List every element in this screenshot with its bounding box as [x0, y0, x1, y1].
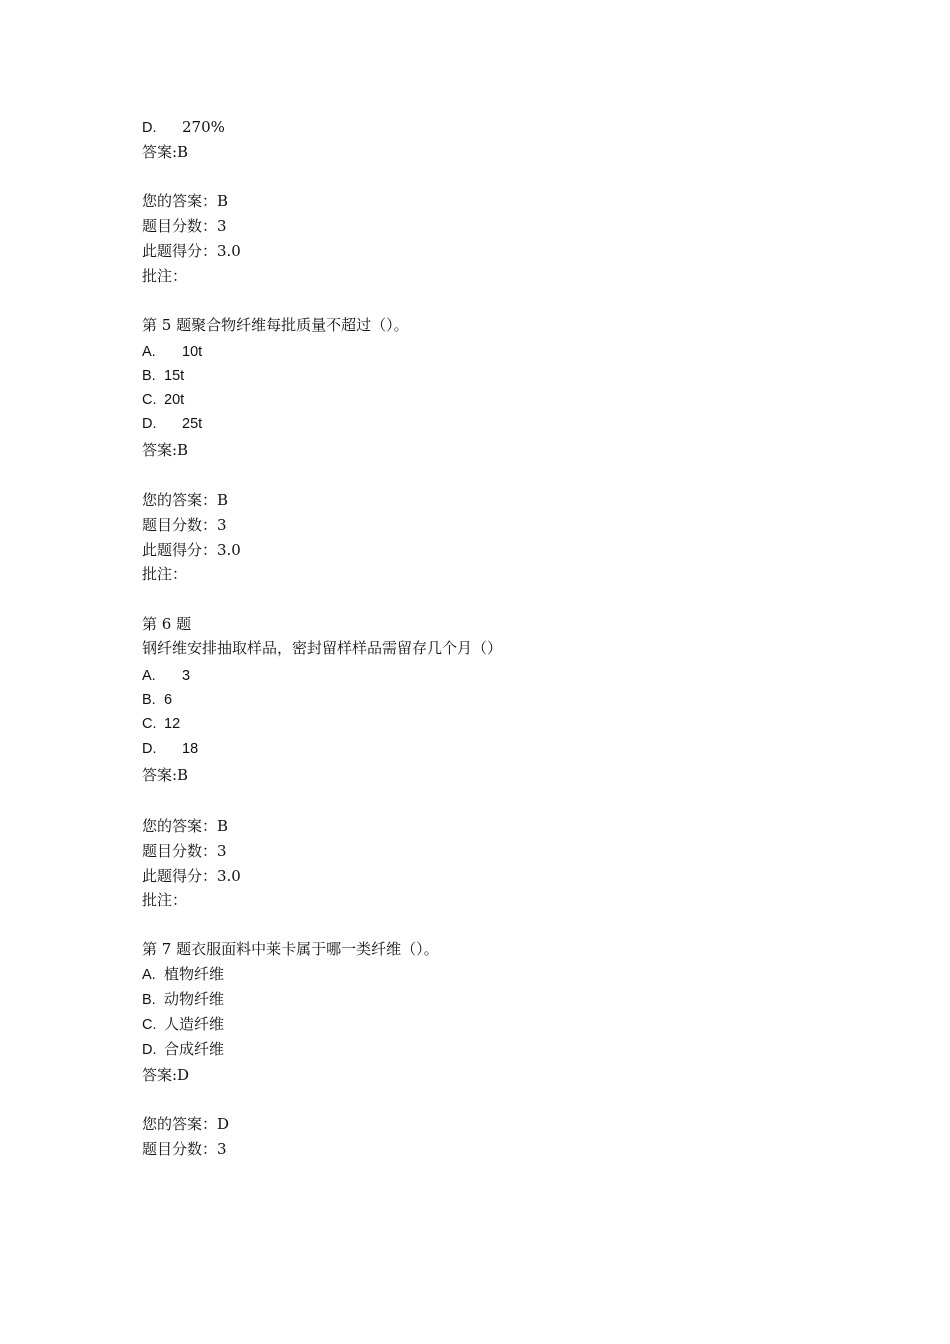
option-text: 6: [164, 692, 173, 708]
q4-comment: 批注：: [142, 267, 188, 285]
q6-option-a: [142, 666, 190, 686]
q7-title: 第 7 题衣服面料中莱卡属于哪一类纤维（）。: [142, 940, 439, 958]
q6-score: 题目分数：3: [142, 842, 227, 860]
q5-option-c: [142, 390, 184, 410]
q7-answer: 答案:D: [142, 1066, 190, 1084]
q7-option-b: [142, 989, 224, 1010]
q6-earned: 此题得分：3.0: [142, 867, 241, 885]
q6-number: 第 6 题: [142, 615, 192, 633]
option-letter: C.: [142, 1017, 157, 1033]
q5-title: 第 5 题聚合物纤维每批质量不超过（）。: [142, 316, 409, 334]
q6-title: 钢纤维安排抽取样品，密封留样样品需留存几个月（）: [142, 639, 503, 657]
q6-your-answer: 您的答案：B: [142, 817, 229, 835]
option-letter: D.: [142, 416, 157, 432]
q7-option-d: [142, 1039, 224, 1060]
q5-option-a: [142, 342, 202, 362]
q6-option-d: [142, 739, 198, 759]
q7-option-a: [142, 964, 224, 985]
option-letter: A.: [142, 668, 156, 684]
q7-your-answer: 您的答案：D: [142, 1115, 230, 1133]
option-text: 18: [182, 741, 199, 757]
option-text: 25t: [182, 416, 203, 432]
option-text: 270%: [182, 118, 225, 136]
q7-score: 题目分数：3: [142, 1140, 227, 1158]
option-letter: C.: [142, 716, 157, 732]
q5-score: 题目分数：3: [142, 516, 227, 534]
option-letter: A.: [142, 967, 156, 983]
option-text: 10t: [182, 344, 203, 360]
q6-comment: 批注：: [142, 891, 188, 909]
option-letter: B.: [142, 368, 156, 384]
option-text: 人造纤维: [164, 1015, 225, 1033]
q6-option-b: [142, 690, 172, 710]
option-text: 3: [182, 668, 191, 684]
option-letter: D.: [142, 741, 157, 757]
q5-option-b: [142, 366, 184, 386]
option-text: 15t: [164, 368, 185, 384]
option-letter: B.: [142, 692, 156, 708]
q4-option-d: [142, 117, 225, 138]
q5-comment: 批注：: [142, 565, 188, 583]
q6-option-c: [142, 714, 180, 734]
q5-answer: 答案:B: [142, 441, 189, 459]
option-text: 12: [164, 716, 181, 732]
q4-answer: 答案:B: [142, 143, 189, 161]
q6-answer: 答案:B: [142, 766, 189, 784]
option-letter: C.: [142, 392, 157, 408]
option-letter: B.: [142, 992, 156, 1008]
option-text: 植物纤维: [164, 965, 225, 983]
q4-earned: 此题得分：3.0: [142, 242, 241, 260]
option-text: 合成纤维: [164, 1040, 225, 1058]
option-letter: A.: [142, 344, 156, 360]
q5-earned: 此题得分：3.0: [142, 541, 241, 559]
q5-your-answer: 您的答案：B: [142, 491, 229, 509]
option-letter: D.: [142, 120, 157, 136]
q5-option-d: [142, 414, 202, 434]
option-text: 20t: [164, 392, 185, 408]
option-letter: D.: [142, 1042, 157, 1058]
q7-option-c: [142, 1014, 224, 1035]
q4-your-answer: 您的答案：B: [142, 192, 229, 210]
option-text: 动物纤维: [164, 990, 225, 1008]
q4-score: 题目分数：3: [142, 217, 227, 235]
